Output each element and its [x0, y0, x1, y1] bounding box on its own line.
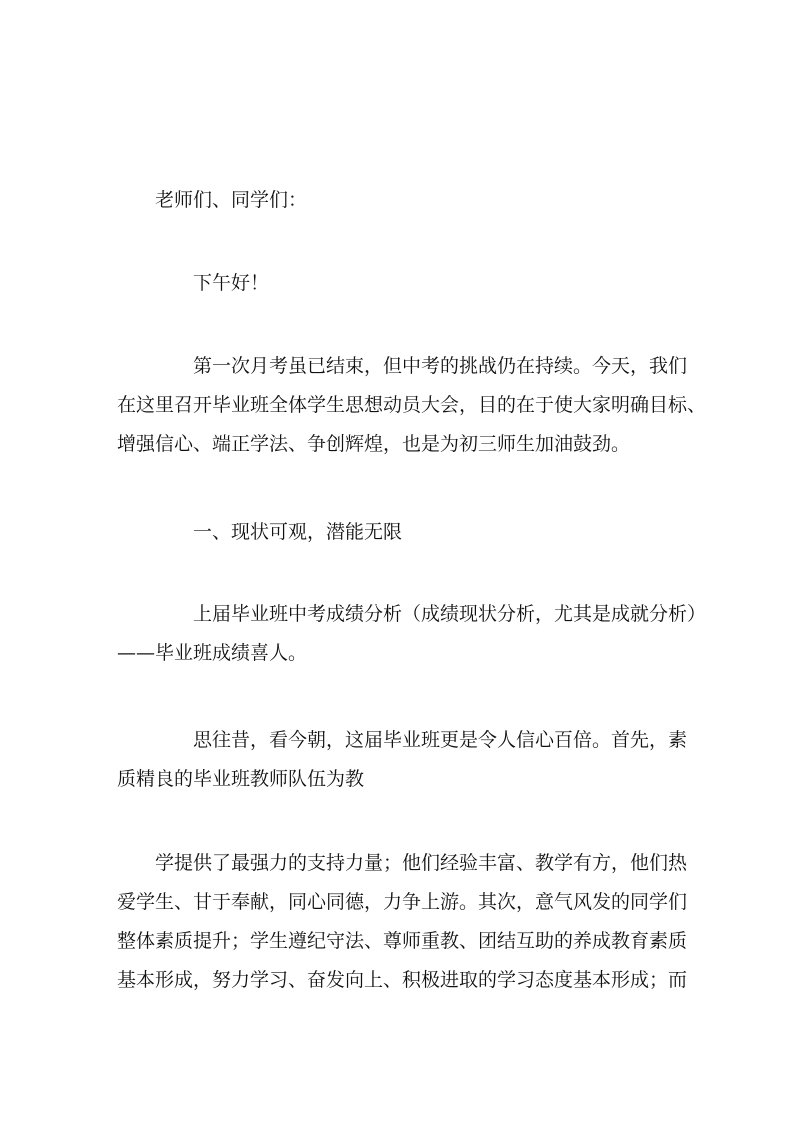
paragraph-line: 第一次月考虽已结束，但中考的挑战仍在持续。今天，我们	[193, 355, 688, 377]
paragraph-line: 增强信心、端正学法、争创辉煌，也是为初三师生加油鼓劲。	[117, 433, 631, 455]
paragraph-line: 思往昔，看今朝，这届毕业班更是令人信心百倍。首先，素	[193, 729, 688, 751]
paragraph-line: 学提供了最强力的支持力量；他们经验丰富、教学有方，他们热	[155, 852, 688, 874]
paragraph-line: 基本形成，努力学习、奋发向上、积极进取的学习态度基本形成；而	[117, 969, 688, 991]
paragraph-line: 在这里召开毕业班全体学生思想动员大会，目的在于使大家明确目标、	[117, 394, 707, 416]
paragraph-line: 质精良的毕业班教师队伍为教	[117, 768, 365, 790]
section-heading: 一、现状可观，潜能无限	[193, 521, 403, 543]
paragraph-line: 爱学生、甘于奉献，同心同德，力争上游。其次，意气风发的同学们	[117, 891, 688, 913]
greeting: 老师们、同学们：	[155, 189, 308, 211]
paragraph-line: 上届毕业班中考成绩分析（成绩现状分析，尤其是成就分析）	[193, 603, 707, 625]
paragraph-line: ——毕业班成绩喜人。	[117, 642, 308, 664]
salutation: 下午好！	[193, 272, 270, 294]
paragraph-line: 整体素质提升；学生遵纪守法、尊师重教、团结互助的养成教育素质	[117, 930, 688, 952]
